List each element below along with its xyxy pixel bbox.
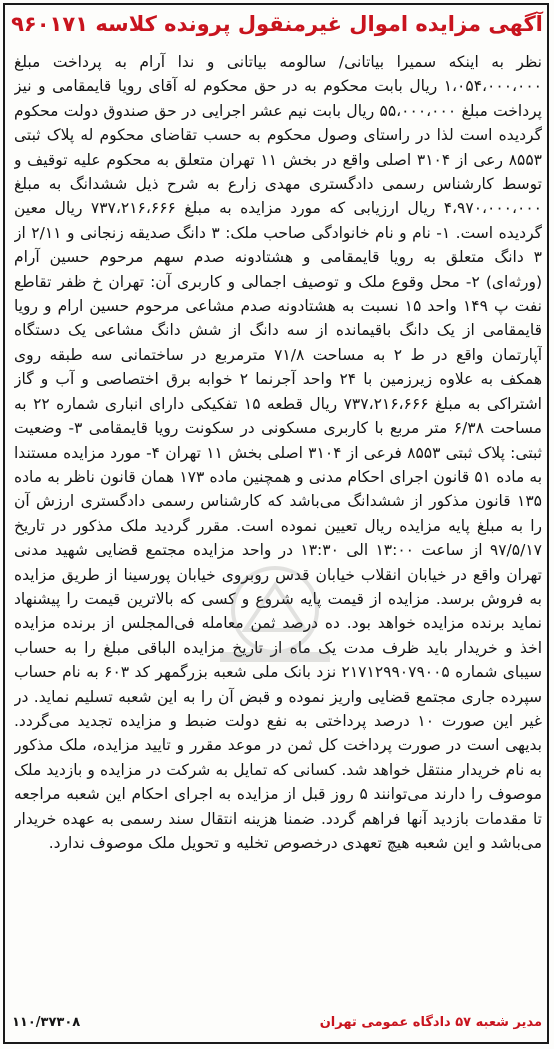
- signature-line: مدیر شعبه ۵۷ دادگاه عمومی تهران: [319, 1015, 542, 1030]
- notice-title: آگهی مزایده اموال غیرمنقول پرونده کلاسه ۹۶۰۱۷۱: [11, 12, 543, 36]
- notice-body: نظر به اینکه سمیرا بیاتانی/ سالومه بیاتانی و ندا آرام به پرداخت مبلغ ۱،۰۵۴،۰۰۰،۰۰۰ ریال بابت محکوم به در حق محکوم له آقای رویا قایمقامی و نیز پرداخت مبلغ ۵۵،۰۰۰،۰۰۰ ریال بابت نیم عشر اجرایی در حق صندوق دولت محکوم گردیده است لذا در راستای وصول محکوم به حسب تقاضای محکوم له پلاک ثبتی ۸۵۵۳ رعی از ۳۱۰۴ اصلی واقع در بخش ۱۱ تهران متعلق به محکوم علیه توقیف و توسط کارشناس رسمی دادگستری مهدی زارع به شرح ذیل ششدانگ به مبلغ ۴،۹۷۰،۰۰۰،۰۰۰ ریال ارزیابی که مورد مزایده به مبلغ ۷۳۷،۲۱۶،۶۶۶ ریال معین گردیده است. ۱- نام و نام خانوادگی صاحب ملک: ۳ دانگ صدیقه زنجانی و ۲/۱۱ از ۳ دانگ متعلق به رویا قایمقامی و هشتادونه صدم سهم مرحوم حسین آرام (ورثه‌ای) ۲- محل وقوع ملک و توصیف اجمالی و کاربری آن: تهران خ ظفر تقاطع نفت پ ۱۴۹ واحد ۱۵ نسبت به هشتادونه صدم مشاعی مرحوم حسین ارام و رویا قایمقامی از یک دانگ باقیمانده از سه دانگ از شش دانگ مشاعی یک دستگاه آپارتمان واقع در ط ۲ به مساحت ۷۱/۸ مترمربع در ساختمانی سه طبقه روی همکف به علاوه زیرزمین با ۲۴ واحد آجرنما ۲ خوابه برق اختصاصی و آب و گاز اشتراکی به مبلغ ۷۳۷،۲۱۶،۶۶۶ ریال قطعه ۱۵ تفکیکی دارای انباری شماره ۲۲ به مساحت ۶/۳۸ متر مربع با کاربری مسکونی در سکونت رویا قایمقامی ۳- وضعیت ثبتی: پلاک ثبتی ۸۵۵۳ فرعی از ۳۱۰۴ اصلی بخش ۱۱ تهران ۴- مورد مزایده مستندا به ماده ۵۱ قانون اجرای احکام مدنی و همچنین ماده ۱۷۳ همان قانون ناظر به ماده ۱۳۵ قانون مذکور از ششدانگ می‌باشد که کارشناس رسمی دادگستری ارزش آن را به مبلغ پایه مزایده ریال تعیین نموده است. مقرر گردید ملک مذکور در تاریخ ۹۷/۵/۱۷ از ساعت ۱۳:۰۰ الی ۱۳:۳۰ در واحد مزایده مجتمع قضایی شهید مدنی تهران واقع در خیابان انقلاب خیابان قدس روبروی خیابان پورسینا از طریق مزایده به فروش برسد. مزایده از قیمت پایه شروع و کسی که بالاترین قیمت را پیشنهاد نماید برنده مزایده خواهد بود. ده درصد ثمن معامله فی‌المجلس از برنده مزایده اخذ و خریدار باید ظرف مدت یک ماه از تاریخ مزایده الباقی مبلغ را به حساب سیبای شماره ۲۱۷۱۲۹۹۰۷۹۰۰۵ نزد بانک ملی شعبه بزرگمهر کد ۶۰۳ به نام حساب سپرده جاری مجتمع قضایی واریز نموده و قبض آن را به این شعبه تسلیم نماید. در غیر این صورت ۱۰ درصد پرداختی به نفع دولت ضبط و مزایده تجدید می‌گردد. بدیهی است در صورت پرداخت کل ثمن در موعد مقرر و تایید مزایده، ملک مذکور به نام خریدار منتقل خواهد شد. کسانی که تمایل به شرکت در مزایده و بازدید ملک موصوف را دارند می‌توانند ۵ روز قبل از مزایده به اجرای احکام این شعبه مراجعه تا مقدمات بازدید آنها فراهم گردد. ضمنا هزینه انتقال سند رسمی به عهده خریدار می‌باشد و این شعبه هیچ تعهدی درخصوص تخلیه و تحویل ملک موصوف ندارد.: [14, 53, 542, 852]
- notice-code: ۱۱۰/۳۷۳۰۸: [12, 1015, 81, 1030]
- notice-footer: [12, 1011, 542, 1035]
